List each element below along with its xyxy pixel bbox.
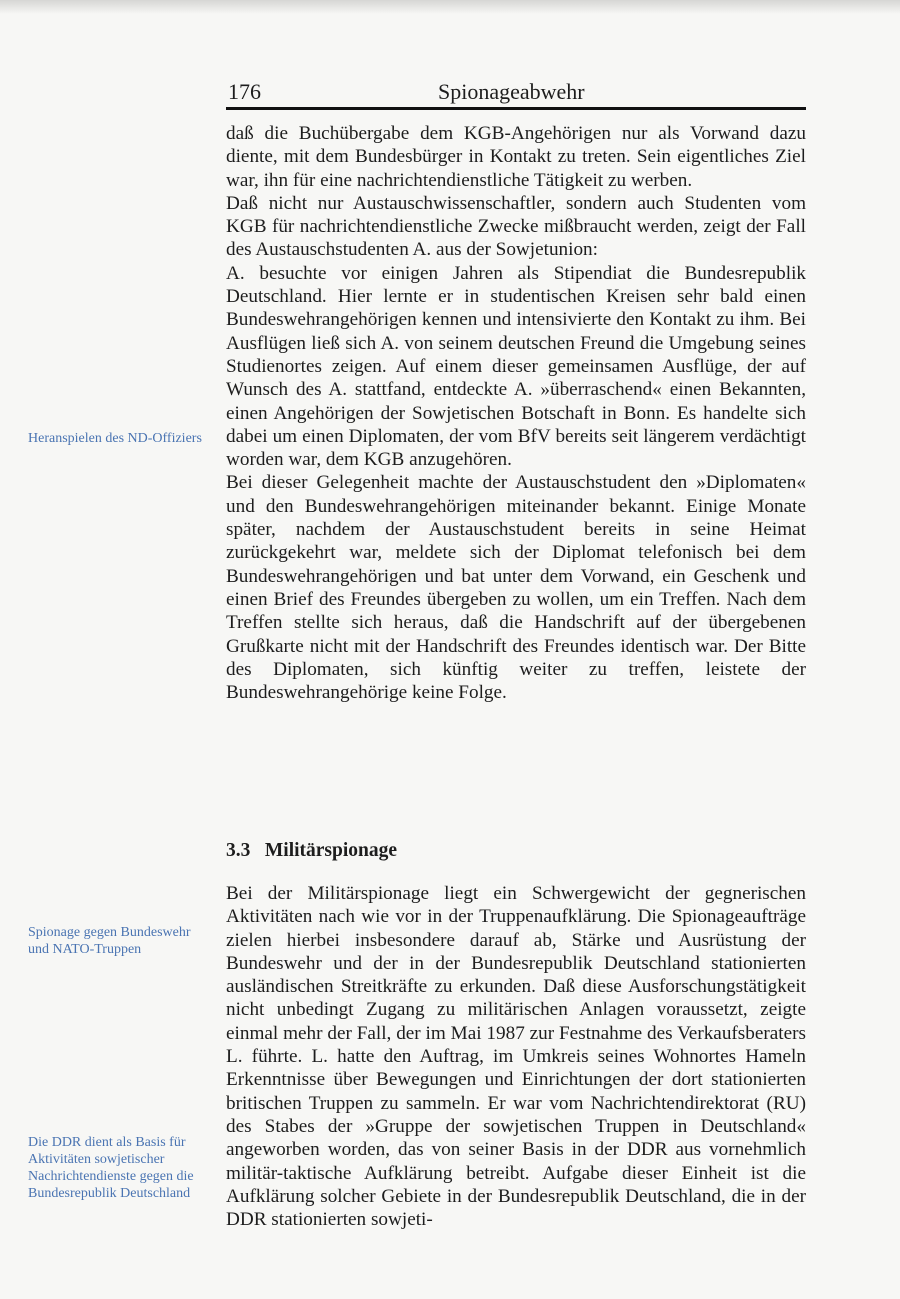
running-title: Spionageabwehr: [438, 79, 585, 104]
running-header: [226, 78, 806, 106]
margin-note-nd-offizier: Heranspielen des ND-Offiziers: [28, 431, 202, 446]
page-top-edge: [0, 0, 900, 14]
paragraph: Bei der Militärspionage liegt ein Schwergewicht der gegnerischen Aktivitäten nach wie vor in der Truppenaufklärung. Die Spionageaufträge zielen hierbei insbesondere darauf ab, Stärke und Ausrüstung der Bundeswehr und der in der Bundesrepublik Deutschland stationierten ausländischen Streitkräfte zu erkunden. Daß diese Ausforschungstätigkeit nicht unbedingt Zugang zu militärischen Anlagen voraussetzt, zeigte einmal mehr der Fall, der im Mai 1987 zur Festnahme des Verkaufsberaters L. führte. L. hatte den Auftrag, im Umkreis seines Wohnortes Hameln Erkenntnisse über Bewegungen und Einrichtungen der dort stationierten britischen Truppen zu sammeln. Er war vom Nachrichtendirektorat (RU) des Stabes der »Gruppe der sowjetischen Truppen in Deutschland« angeworben worden, das von seiner Basis in der DDR aus vornehmlich militär-taktische Aufklärung betreibt. Aufgabe dieser Einheit ist die Aufklärung solcher Gebiete in der Bundesrepublik Deutschland, die in der DDR stationierten sowjeti-: [226, 883, 806, 1231]
paragraph: daß die Buchübergabe dem KGB-Angehörigen nur als Vorwand dazu diente, mit dem Bundesbürger in Kontakt zu treten. Sein eigentliches Ziel war, ihn für eine nachrichtendienstliche Tätigkeit zu werben.: [226, 123, 806, 191]
paragraph: Daß nicht nur Austauschwissenschaftler, sondern auch Studenten vom KGB für nachrichtendienstliche Zwecke mißbraucht werden, zeigt der Fall des Austauschstudenten A. aus der Sowjetunion:: [226, 192, 806, 261]
section-number: 3.3: [226, 840, 251, 861]
body-text: [226, 122, 806, 704]
section-body-text: [226, 882, 806, 1231]
section-heading: [226, 838, 806, 864]
header-rule: [226, 107, 806, 110]
margin-note-ddr-basis: Die DDR dient als Basis für Aktivitäten sowjetischer Nachrichtendienste gegen die Bundesrepublik Deutschland: [28, 1135, 194, 1201]
paragraph: A. besuchte vor einigen Jahren als Stipendiat die Bundesrepublik Deutschland. Hier lernte er in studentischen Kreisen sehr bald einen Bundeswehrangehörigen kennen und intensivierte den Kontakt zu ihm. Bei Ausflügen ließ sich A. von seinem deutschen Freund die Umgebung seines Studienortes zeigen. Auf einem dieser gemeinsamen Ausflüge, der auf Wunsch des A. stattfand, entdeckte A. »überraschend« einen Bekannten, einen Angehörigen der Sowjetischen Botschaft in Bonn. Es handelte sich dabei um einen Diplomaten, der vom BfV bereits seit längerem verdächtigt worden war, dem KGB anzugehören.: [226, 262, 806, 471]
paragraph: Bei dieser Gelegenheit machte der Austauschstudent den »Diplomaten« und den Bundeswehrangehörigen miteinander bekannt. Einige Monate später, nachdem der Austauschstudent bereits in seine Heimat zurückgekehrt war, meldete sich der Diplomat telefonisch bei dem Bundeswehrangehörigen und bat unter dem Vorwand, ein Geschenk und einen Brief des Freundes übergeben zu wollen, um ein Treffen. Nach dem Treffen stellte sich heraus, daß die Handschrift auf der übergebenen Grußkarte nicht mit der Handschrift des Freundes identisch war. Der Bitte des Diplomaten, sich künftig weiter zu treffen, leistete der Bundeswehrangehörige keine Folge.: [226, 472, 806, 704]
margin-note-bundeswehr-nato: Spionage gegen Bundeswehr und NATO-Truppen: [28, 925, 191, 957]
page-number: 176: [228, 79, 261, 104]
section-title: Militärspionage: [264, 840, 398, 861]
